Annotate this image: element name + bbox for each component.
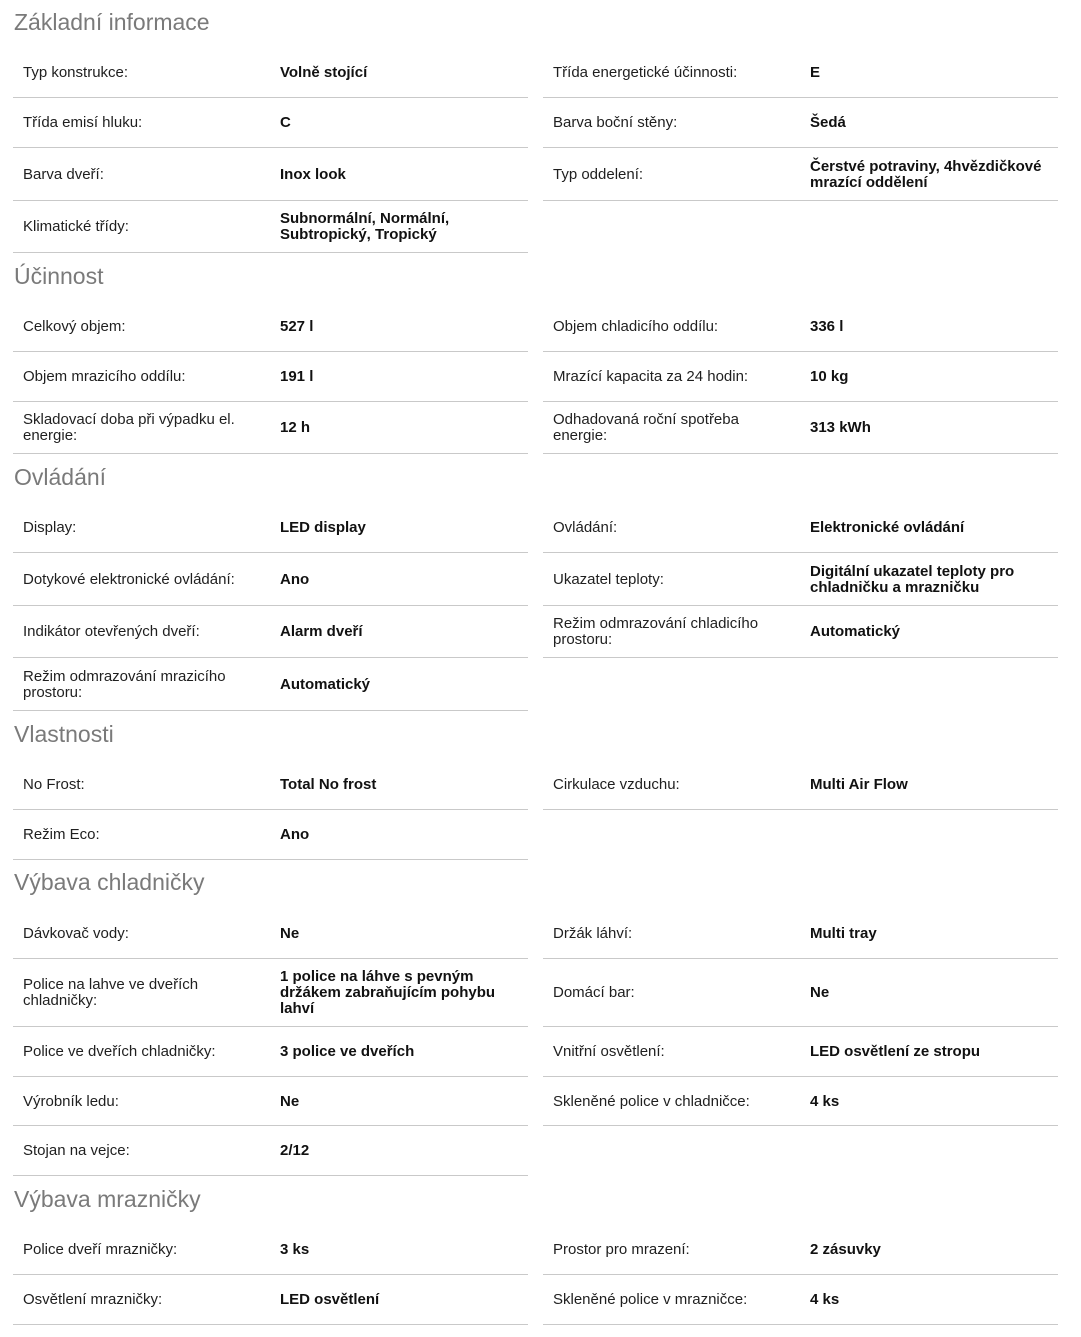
spec-row-barva-dveri bbox=[13, 148, 528, 201]
spec-value: LED display bbox=[280, 519, 366, 536]
spec-value: Ano bbox=[280, 826, 310, 843]
spec-label: Ovládání: bbox=[553, 519, 618, 536]
spec-value: Digitální ukazatel teploty pro chladničku a mrazničku bbox=[810, 563, 1015, 596]
spec-value: Šedá bbox=[810, 114, 846, 131]
spec-row-drzak-lahvi bbox=[543, 908, 1058, 959]
spec-label: Klimatické třídy: bbox=[23, 218, 129, 235]
spec-value: Ano bbox=[280, 571, 310, 588]
spec-label: Typ oddelení: bbox=[553, 166, 644, 183]
spec-value: 1 police na láhve s pevným držákem zabraňujícím pohybu lahví bbox=[280, 968, 496, 1017]
spec-row-mrazici-kapacita-za-24-hodin bbox=[543, 352, 1058, 402]
section-title-vlastnosti: Vlastnosti bbox=[14, 721, 114, 747]
spec-label: Držák láhví: bbox=[553, 925, 633, 942]
spec-row-prostor-pro-mrazeni bbox=[543, 1224, 1058, 1275]
spec-row-police-na-lahve-ve-dverich-chladnicky bbox=[13, 959, 528, 1027]
section-title-ucinnost: Účinnost bbox=[14, 263, 104, 289]
spec-row-davkovac-vody bbox=[13, 908, 528, 959]
spec-value: Automatický bbox=[280, 676, 371, 693]
spec-label: Režim odmrazování chladicího prostoru: bbox=[553, 615, 759, 648]
spec-value: Ne bbox=[280, 925, 300, 942]
spec-row-police-ve-dverich-chladnicky bbox=[13, 1027, 528, 1077]
spec-label: Typ konstrukce: bbox=[23, 64, 129, 81]
spec-value: 313 kWh bbox=[810, 419, 871, 436]
spec-row-indikator-otevrenych-dveri bbox=[13, 606, 528, 658]
spec-row-ovladani bbox=[543, 502, 1058, 553]
spec-row-vnitrni-osvetleni bbox=[543, 1027, 1058, 1077]
spec-value: 3 police ve dveřích bbox=[280, 1043, 415, 1060]
spec-label: Režim Eco: bbox=[23, 826, 100, 843]
spec-row-sklenene-police-v-chladnicce bbox=[543, 1077, 1058, 1126]
spec-value: 4 ks bbox=[810, 1291, 840, 1308]
spec-label: Police dveří mrazničky: bbox=[23, 1241, 178, 1258]
spec-row-rezim-odmrazovani-mraziciho-prostoru bbox=[13, 658, 528, 711]
spec-label: Ukazatel teploty: bbox=[553, 571, 664, 588]
spec-value: 2/12 bbox=[280, 1142, 310, 1159]
spec-label: Objem mrazicího oddílu: bbox=[23, 368, 186, 385]
section-title-vybava-mraznicky: Výbava mrazničky bbox=[14, 1186, 201, 1212]
spec-row-dotykove-elektronicke-ovladani bbox=[13, 553, 528, 606]
spec-label: Celkový objem: bbox=[23, 318, 126, 335]
spec-row-domaci-bar bbox=[543, 959, 1058, 1027]
spec-label: Barva boční stěny: bbox=[553, 114, 678, 131]
spec-value: Elektronické ovládání bbox=[810, 519, 965, 536]
spec-value: Ne bbox=[810, 984, 830, 1001]
spec-value: Automatický bbox=[810, 623, 901, 640]
spec-value: 3 ks bbox=[280, 1241, 310, 1258]
spec-label: Indikátor otevřených dveří: bbox=[23, 623, 200, 640]
section-title-zakladni-informace: Základní informace bbox=[14, 9, 210, 35]
spec-value: Subnormální, Normální, Subtropický, Tropický bbox=[280, 210, 450, 243]
spec-value: E bbox=[810, 64, 821, 81]
spec-label: No Frost: bbox=[23, 776, 85, 793]
spec-row-objem-mraziciho-oddilu bbox=[13, 352, 528, 402]
spec-row-rezim-eco bbox=[13, 810, 528, 860]
spec-row-vyrobnik-ledu bbox=[13, 1077, 528, 1126]
spec-value: 2 zásuvky bbox=[810, 1241, 881, 1258]
spec-label: Cirkulace vzduchu: bbox=[553, 776, 680, 793]
spec-label: Domácí bar: bbox=[553, 984, 635, 1001]
spec-label: Dotykové elektronické ovládání: bbox=[23, 571, 235, 588]
spec-label: Třída emisí hluku: bbox=[23, 114, 143, 131]
spec-label: Výrobník ledu: bbox=[23, 1093, 119, 1110]
spec-label: Prostor pro mrazení: bbox=[553, 1241, 690, 1258]
spec-row-sklenene-police-v-mraznicce bbox=[543, 1275, 1058, 1325]
spec-label: Vnitřní osvětlení: bbox=[553, 1043, 665, 1060]
spec-label: Dávkovač vody: bbox=[23, 925, 129, 942]
spec-value: Alarm dveří bbox=[280, 623, 363, 640]
spec-value: Inox look bbox=[280, 166, 346, 183]
spec-label: Mrazící kapacita za 24 hodin: bbox=[553, 368, 749, 385]
spec-row-osvetleni-mraznicky bbox=[13, 1275, 528, 1325]
spec-value: 4 ks bbox=[810, 1093, 840, 1110]
spec-value: Volně stojící bbox=[280, 64, 368, 81]
spec-value: Total No frost bbox=[280, 776, 377, 793]
spec-row-police-dveri-mraznicky bbox=[13, 1224, 528, 1275]
spec-value: C bbox=[280, 114, 291, 131]
spec-row-skladovaci-doba-pri-vypadku-el-energie bbox=[13, 402, 528, 454]
spec-value: Multi Air Flow bbox=[810, 776, 908, 793]
spec-row-rezim-odmrazovani-chladiciho-prostoru bbox=[543, 606, 1058, 658]
spec-row-display bbox=[13, 502, 528, 553]
spec-value: 10 kg bbox=[810, 368, 849, 385]
spec-row-ukazatel-teploty bbox=[543, 553, 1058, 606]
spec-label: Objem chladicího oddílu: bbox=[553, 318, 719, 335]
spec-label: Osvětlení mrazničky: bbox=[23, 1291, 163, 1308]
spec-label: Režim odmrazování mrazicího prostoru: bbox=[23, 668, 226, 701]
spec-label: Skleněné police v mrazničce: bbox=[553, 1291, 748, 1308]
spec-label: Skleněné police v chladničce: bbox=[553, 1093, 750, 1110]
spec-label: Barva dveří: bbox=[23, 166, 104, 183]
spec-value: 12 h bbox=[280, 419, 311, 436]
spec-row-celkovy-objem bbox=[13, 301, 528, 352]
spec-row-cirkulace-vzduchu bbox=[543, 759, 1058, 810]
spec-value: 191 l bbox=[280, 368, 314, 385]
spec-value: 527 l bbox=[280, 318, 314, 335]
section-title-vybava-chladnicky: Výbava chladničky bbox=[14, 869, 205, 895]
spec-label: Police na lahve ve dveřích chladničky: bbox=[23, 976, 199, 1009]
spec-row-odhadovana-rocni-spotreba-energie bbox=[543, 402, 1058, 454]
section-title-ovladani: Ovládání bbox=[14, 464, 107, 490]
spec-label: Skladovací doba při výpadku el. energie: bbox=[23, 411, 235, 444]
spec-row-no-frost bbox=[13, 759, 528, 810]
spec-label: Stojan na vejce: bbox=[23, 1142, 130, 1159]
spec-row-objem-chladiciho-oddilu bbox=[543, 301, 1058, 352]
spec-row-trida-emisi-hluku bbox=[13, 98, 528, 148]
spec-row-typ-oddeleni bbox=[543, 148, 1058, 201]
spec-row-klimaticke-tridy bbox=[13, 201, 528, 253]
spec-row-typ-konstrukce bbox=[13, 48, 528, 98]
spec-label: Třída energetické účinnosti: bbox=[553, 64, 738, 81]
spec-value: LED osvětlení ze stropu bbox=[810, 1043, 981, 1060]
spec-value: LED osvětlení bbox=[280, 1291, 380, 1308]
spec-row-barva-bocni-steny bbox=[543, 98, 1058, 148]
spec-value: 336 l bbox=[810, 318, 844, 335]
spec-row-trida-energeticke-ucinnosti bbox=[543, 48, 1058, 98]
spec-label: Police ve dveřích chladničky: bbox=[23, 1043, 216, 1060]
spec-value: Multi tray bbox=[810, 925, 877, 942]
spec-label: Odhadovaná roční spotřeba energie: bbox=[553, 411, 739, 444]
spec-row-stojan-na-vejce bbox=[13, 1126, 528, 1176]
spec-value: Čerstvé potraviny, 4hvězdičkové mrazící oddělení bbox=[810, 158, 1042, 191]
spec-label: Display: bbox=[23, 519, 77, 536]
spec-value: Ne bbox=[280, 1093, 300, 1110]
